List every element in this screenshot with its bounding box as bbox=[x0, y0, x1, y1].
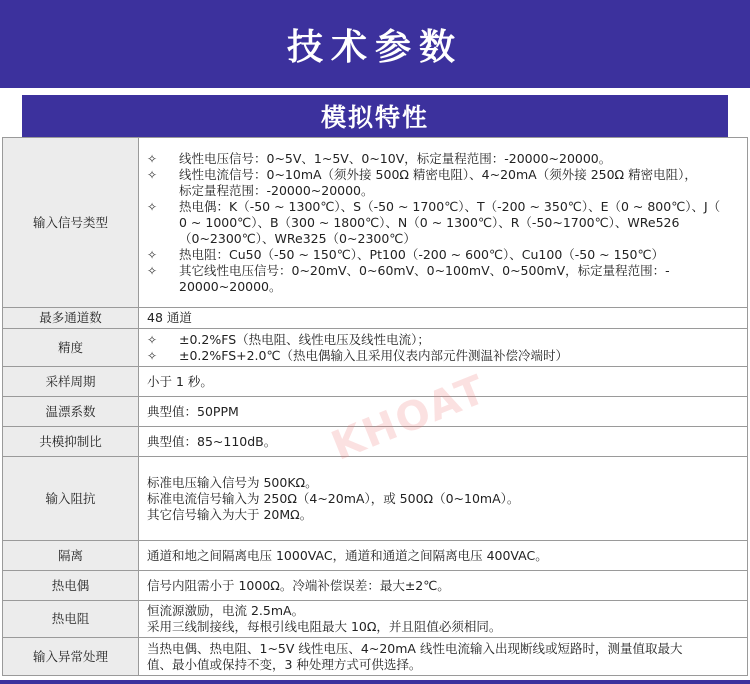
row-label: 输入信号类型 bbox=[3, 138, 139, 308]
section-title: 模拟特性 bbox=[320, 103, 429, 132]
list-item-text: 标定量程范围：-20000~20000。 bbox=[179, 182, 374, 198]
row-value: 通道和地之间隔离电压 1000VAC，通道和通道之间隔离电压 400VAC。 bbox=[139, 541, 748, 571]
bullet-icon: ✧ bbox=[147, 263, 158, 278]
list-item bbox=[147, 167, 739, 183]
table-row-accuracy bbox=[3, 329, 748, 367]
section-header bbox=[22, 95, 728, 137]
list-item bbox=[147, 215, 739, 231]
list-item bbox=[147, 332, 739, 348]
list-item bbox=[147, 151, 739, 167]
list-item bbox=[147, 279, 739, 295]
row-value bbox=[139, 138, 748, 308]
list-item-text: ±0.2%FS+2.0℃（热电偶输入且采用仪表内部元件测温补偿冷端时） bbox=[179, 347, 569, 363]
top-banner bbox=[0, 0, 750, 88]
row-label: 共模抑制比 bbox=[3, 427, 139, 457]
table-row-input-impedance bbox=[3, 457, 748, 541]
text-line: 恒流源激励，电流 2.5mA。 bbox=[147, 603, 305, 618]
lines-input-fault bbox=[147, 641, 739, 673]
text-line: 其它信号输入为大于 20MΩ。 bbox=[147, 506, 313, 522]
list-item bbox=[147, 348, 739, 364]
list-item bbox=[147, 231, 739, 247]
bullet-icon: ✧ bbox=[147, 151, 158, 166]
bullet-list-input-type bbox=[147, 151, 739, 295]
text-line: 采用三线制接线，每根引线电阻最大 10Ω，并且阻值必须相同。 bbox=[147, 619, 502, 634]
table-row-max-channels bbox=[3, 308, 748, 329]
row-label: 采样周期 bbox=[3, 367, 139, 397]
row-value bbox=[139, 457, 748, 541]
row-value: 信号内阻需小于 1000Ω。冷端补偿误差：最大±2℃。 bbox=[139, 571, 748, 601]
bottom-divider bbox=[0, 680, 750, 684]
row-label: 最多通道数 bbox=[3, 308, 139, 329]
list-item bbox=[147, 263, 739, 279]
bullet-icon: ✧ bbox=[147, 199, 158, 214]
text-line: 当热电偶、热电阻、1~5V 线性电压、4~20mA 线性电流输入出现断线或短路时，测量值取最大 bbox=[147, 640, 683, 656]
bullet-icon: ✧ bbox=[147, 247, 158, 262]
row-label: 温漂系数 bbox=[3, 397, 139, 427]
row-value: 48 通道 bbox=[139, 308, 748, 329]
text-line: 标准电压输入信号为 500KΩ。 bbox=[147, 474, 318, 490]
page-title: 技术参数 bbox=[286, 26, 463, 68]
list-item-text: 热电阻：Cu50（-50 ~ 150℃）、Pt100（-200 ~ 600℃）、Cu100（-50 ~ 150℃） bbox=[179, 246, 665, 262]
table-row-temp-drift bbox=[3, 397, 748, 427]
text-line: 值、最小值或保持不变，3 种处理方式可供选择。 bbox=[147, 656, 422, 672]
bullet-icon: ✧ bbox=[147, 167, 158, 182]
row-value: 典型值：85~110dB。 bbox=[139, 427, 748, 457]
list-item-text: ±0.2%FS（热电阻、线性电压及线性电流）； bbox=[179, 331, 430, 347]
text-line: 标准电流信号输入为 250Ω（4~20mA），或 500Ω（0~10mA）。 bbox=[147, 490, 520, 506]
bullet-icon: ✧ bbox=[147, 348, 158, 363]
list-item-text: 0 ~ 1000℃）、B（300 ~ 1800℃）、N（0 ~ 1300℃）、R（-50~1700℃）、WRe526 bbox=[179, 214, 680, 230]
lines-input-impedance bbox=[147, 475, 739, 523]
table-row-input-fault bbox=[3, 638, 748, 676]
row-value bbox=[139, 638, 748, 676]
row-value: 小于 1 秒。 bbox=[139, 367, 748, 397]
row-label: 输入异常处理 bbox=[3, 638, 139, 676]
list-item-text: 线性电流信号：0~10mA（须外接 500Ω 精密电阻）、4~20mA（须外接 250Ω 精密电阻）， bbox=[179, 166, 697, 182]
lines-rtd bbox=[147, 603, 739, 635]
list-item-text: 20000~20000。 bbox=[179, 278, 282, 294]
list-item bbox=[147, 183, 739, 199]
list-item bbox=[147, 247, 739, 263]
list-item-text: （0~2300℃）、WRe325（0~2300℃） bbox=[179, 230, 416, 246]
table-row-input-type bbox=[3, 138, 748, 308]
bullet-list-accuracy bbox=[147, 332, 739, 364]
row-label: 隔离 bbox=[3, 541, 139, 571]
row-value bbox=[139, 329, 748, 367]
table-row-cmrr bbox=[3, 427, 748, 457]
row-label: 精度 bbox=[3, 329, 139, 367]
table-row-rtd bbox=[3, 601, 748, 638]
table-row-isolation bbox=[3, 541, 748, 571]
row-label: 热电阻 bbox=[3, 601, 139, 638]
table-row-thermocouple bbox=[3, 571, 748, 601]
list-item-text: 其它线性电压信号：0~20mV、0~60mV、0~100mV、0~500mV，标定量程范围：- bbox=[179, 262, 670, 278]
bullet-icon: ✧ bbox=[147, 332, 158, 347]
list-item-text: 热电偶：K（-50 ~ 1300℃）、S（-50 ~ 1700℃）、T（-200 ~ 350℃）、E（0 ~ 800℃）、J（ bbox=[179, 198, 721, 214]
brand-watermark: KHOAT bbox=[325, 366, 494, 470]
row-label: 输入阻抗 bbox=[3, 457, 139, 541]
list-item-text: 线性电压信号：0~5V、1~5V、0~10V，标定量程范围：-20000~20000。 bbox=[179, 150, 612, 166]
row-value bbox=[139, 601, 748, 638]
row-value: 典型值：50PPM bbox=[139, 397, 748, 427]
list-item bbox=[147, 199, 739, 215]
row-label: 热电偶 bbox=[3, 571, 139, 601]
table-row-sample-period bbox=[3, 367, 748, 397]
spec-table bbox=[2, 137, 748, 676]
